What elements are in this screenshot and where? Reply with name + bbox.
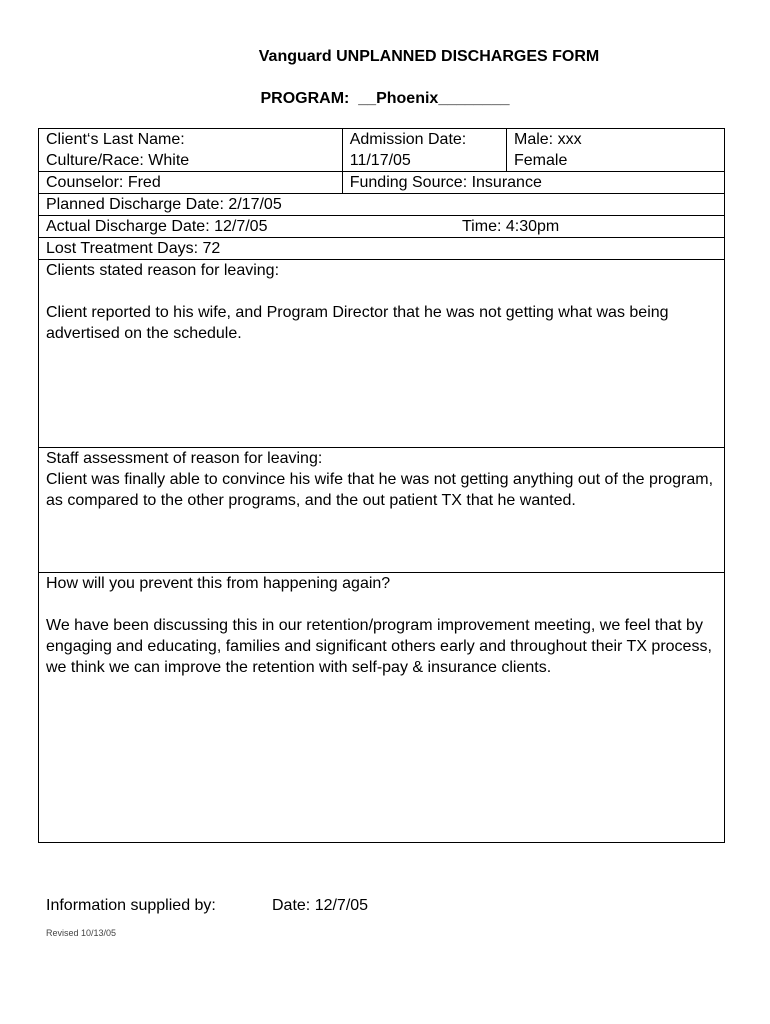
stated-reason-text: Client reported to his wife, and Program Director that he was not getting what was being advertised on the schedule. [46, 304, 669, 342]
prevention-label: How will you prevent this from happening again? [46, 575, 391, 592]
planned-discharge-row [39, 194, 725, 216]
admission-date-label: Admission Date: [349, 131, 467, 148]
stated-reason-label: Clients stated reason for leaving: [46, 262, 280, 279]
planned-discharge-date: Planned Discharge Date: 2/17/05 [39, 194, 725, 216]
counselor: Counselor: Fred [39, 172, 343, 194]
footer-date: Date: 12/7/05 [272, 897, 369, 914]
actual-discharge-row [39, 216, 725, 238]
discharge-time: Time: 4:30pm [462, 218, 560, 235]
stated-reason-row [39, 260, 725, 448]
revised-date: Revised 10/13/05 [46, 928, 117, 938]
discharge-form-table [38, 128, 725, 843]
actual-discharge-date: Actual Discharge Date: 12/7/05 [46, 218, 268, 235]
footer-line [46, 897, 369, 915]
lost-treatment-days: Lost Treatment Days: 72 [39, 238, 725, 260]
admission-date-cell [342, 129, 506, 172]
lost-days-row [39, 238, 725, 260]
prevention-row [39, 573, 725, 843]
culture-race: Culture/Race: White [46, 152, 190, 169]
information-supplied-by: Information supplied by: [46, 897, 216, 914]
gender-male: Male: xxx [514, 131, 582, 148]
form-title: Vanguard UNPLANNED DISCHARGES FORM [258, 48, 600, 65]
gender-cell [507, 129, 725, 172]
staff-assessment-row [39, 448, 725, 573]
client-info-row [39, 129, 725, 172]
counselor-row [39, 172, 725, 194]
funding-source: Funding Source: Insurance [342, 172, 724, 194]
gender-female: Female [514, 152, 568, 169]
client-last-name-label: Client‘s Last Name: [46, 131, 185, 148]
staff-assessment-label: Staff assessment of reason for leaving: [46, 450, 323, 467]
staff-assessment-text: Client was finally able to convince his wife that he was not getting anything out of the program, as compared to the other programs, and the out patient TX that he wanted. [46, 471, 714, 509]
program-value: __Phoenix________ [358, 90, 510, 107]
prevention-text: We have been discussing this in our retention/program improvement meeting, we feel that by engaging and educating, families and significant others early and throughout their TX process, we think we can improve the retention with self-pay & insurance clients. [46, 617, 712, 676]
program-label: PROGRAM: [260, 90, 350, 107]
client-name-cell [39, 129, 343, 172]
program-line [0, 90, 770, 108]
admission-date-value: 11/17/05 [349, 152, 411, 169]
